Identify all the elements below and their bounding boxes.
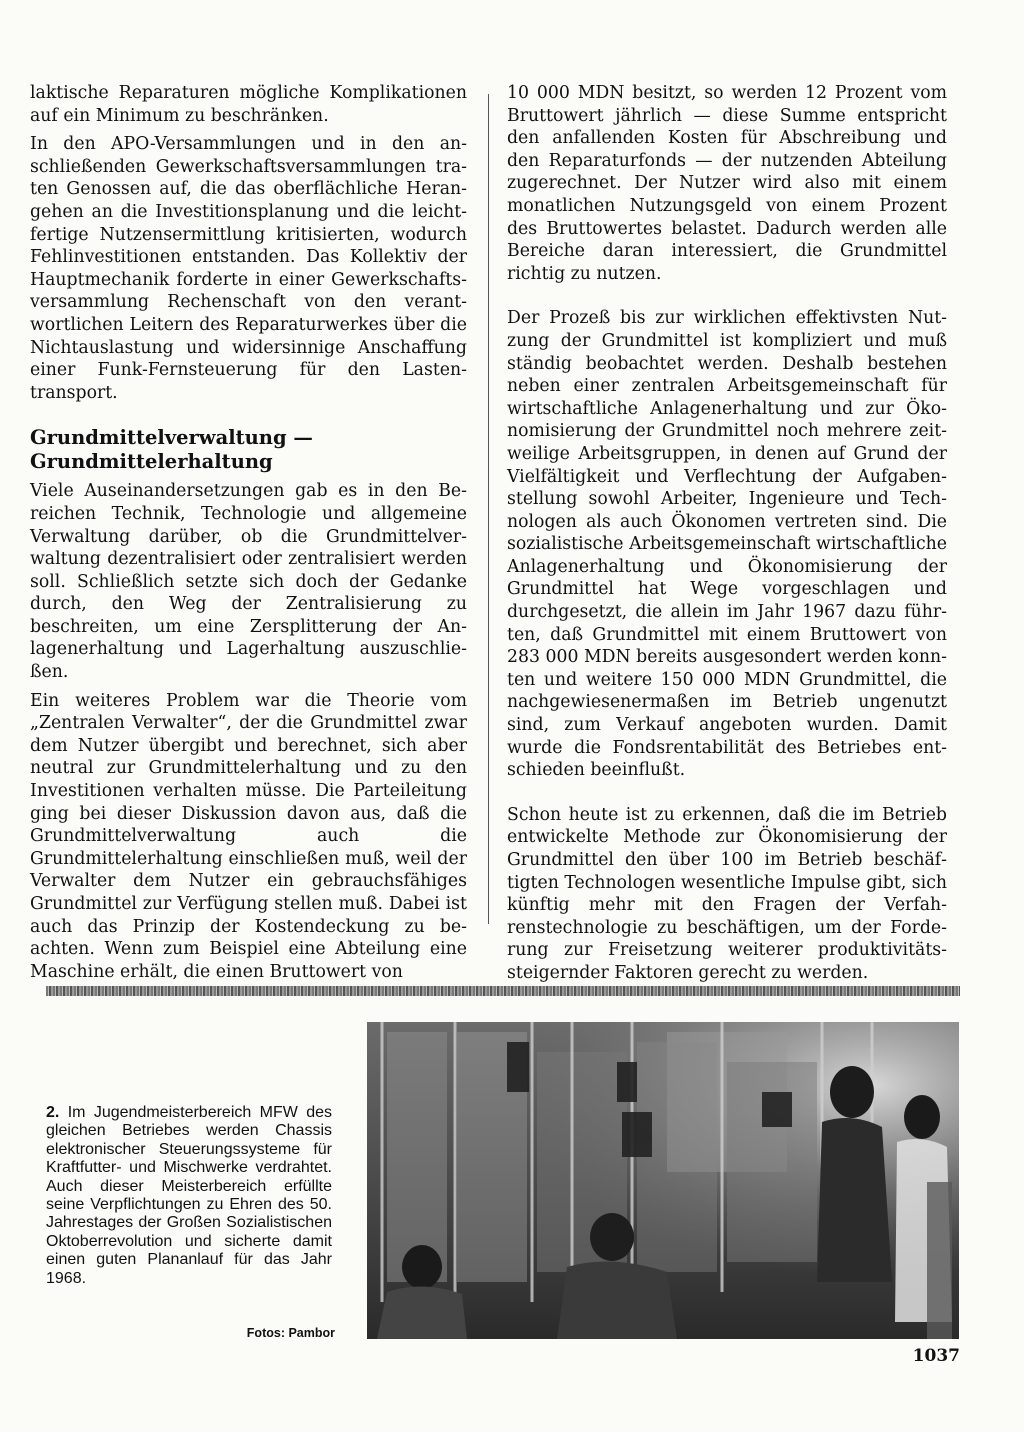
photo-credit: Fotos: Pambor	[246, 1326, 335, 1340]
caption-text: Im Jugendmeisterbereich MFW des gleichen Betriebes werden Chassis elektronischer Steuerungssysteme für Kraftfutter- und Mischwerke verdrahtet. Auch dieser Meisterbereich erfüllte seine Verpflichtungen zu Ehren des 50. Jahrestages der Großen Sozialistischen Oktoberrevolution und sicherte damit einen guten Plananlauf für das Jahr 1968.	[46, 1104, 333, 1287]
section-heading-line-1: Grundmittelverwaltung —	[30, 426, 313, 450]
section-heading-line-2: Grundmittelerhaltung	[30, 449, 273, 473]
column-divider	[488, 94, 489, 924]
left-column	[30, 82, 467, 991]
left-paragraph-4: Ein weiteres Problem war die Theorie vom „Zentralen Verwalter“, der die Grundmittel zwar dem Nutzer übergibt und berechnet, sich aber neutral zur Grundmittelerhaltung und zu den Investitionen verhalten müsse. Die Parteileitung ging bei dieser Diskussion davon aus, daß die Grundmittelverwaltung auch die Grundmittelerhaltung einschließen muß, weil der Verwalter dem Nutzer ein gebrauchsfähiges Grundmittel zur Verfügung stellen muß. Dabei ist auch das Prinzip der Kostendeckung zu beachten. Wenn zum Beispiel eine Abteilung eine Maschine erhält, die einen Bruttowert von	[30, 690, 467, 982]
right-column	[507, 82, 947, 993]
left-paragraph-2: In den APO-Versammlungen und in den anschließenden Gewerkschaftsversammlungen traten Genossen auf, die das oberflächliche Herangehen an die Investitionsplanung und die leichtfertige Nutzensermittlung kritisierten, wodurch Fehlinvestitionen entstanden. Das Kollektiv der Hauptmechanik forderte in einer Gewerkschaftsversammlung Rechenschaft von den verantwortlichen Leitern des Reparaturwerkes über die Nichtauslastung und widersinnige Anschaffung einer Funk-Fernsteuerung für den Lastentransport.	[30, 134, 467, 403]
left-paragraph-3: Viele Auseinandersetzungen gab es in den Bereichen Technik, Technologie und allgemeine Verwaltung darüber, ob die Grundmittelverwaltung dezentralisiert oder zentralisiert werden soll. Schließlich setzte sich doch der Gedanke durch, den Weg der Zentralisierung zu beschreiten, um eine Zersplitterung der Anlagenerhaltung und Lagerhaltung auszuschließen.	[30, 481, 467, 683]
left-paragraph-1: laktische Reparaturen mögliche Komplikationen auf ein Minimum zu beschränken.	[30, 83, 467, 126]
section-heading	[30, 426, 467, 473]
caption-number: 2.	[46, 1104, 60, 1121]
page-number: 1037	[912, 1346, 960, 1366]
right-paragraph-3: Schon heute ist zu erkennen, daß die im Betrieb entwickelte Methode zur Ökonomisierung der Grundmittel den über 100 im Betrieb beschäftigten Technologen wesentliche Impulse gibt, sich künftig mehr mit den Fragen der Verfahrenstechnologie zu beschäftigen, um der Forderung zur Freisetzung weiterer produktivitätssteigernder Faktoren gerecht zu werden.	[507, 804, 948, 983]
halftone-separator-band	[46, 986, 960, 996]
workshop-photo	[367, 1022, 959, 1339]
right-paragraph-2: Der Prozeß bis zur wirklichen effektivsten Nutzung der Grundmittel ist kompliziert und muß ständig beobachtet werden. Deshalb bestehen neben einer zentralen Arbeitsgemeinschaft für wirtschaftliche Anlagenerhaltung und zur Ökonomisierung der Grundmittel noch mehrere zeitweilige Arbeitsgruppen, in denen auf Grund der Vielfältigkeit und Verflechtung der Aufgabenstellung sowohl Arbeiter, Ingenieure und Technologen als auch Ökonomen vertreten sind. Die sozialistische Arbeitsgemeinschaft wirtschaftliche Anlagenerhaltung und Ökonomisierung der Grundmittel hat Wege vorgeschlagen und durchgesetzt, die allein im Jahr 1967 dazu führten, daß Grundmittel mit einem Bruttowert von 283 000 MDN bereits ausgesondert werden konnten und weitere 150 000 MDN Grundmittel, die nachgewiesenermaßen im Betrieb ungenutzt sind, zum Verkauf angeboten wurden. Damit wurde die Fondsrentabilität des Betriebes entschieden beeinflußt.	[507, 308, 947, 781]
workshop-photo-illustration	[367, 1022, 959, 1339]
photo-caption	[46, 1104, 332, 1288]
right-paragraph-1: 10 000 MDN besitzt, so werden 12 Prozent vom Bruttowert jährlich — diese Summe entspricht den anfallenden Kosten für Abschreibung und den Reparaturfonds — der nutzenden Abteilung zugerechnet. Der Nutzer wird also mit einem monatlichen Nutzungsgeld von einem Prozent des Bruttowertes belastet. Dadurch werden alle Bereiche daran interessiert, die Grundmittel richtig zu nutzen.	[507, 83, 947, 284]
